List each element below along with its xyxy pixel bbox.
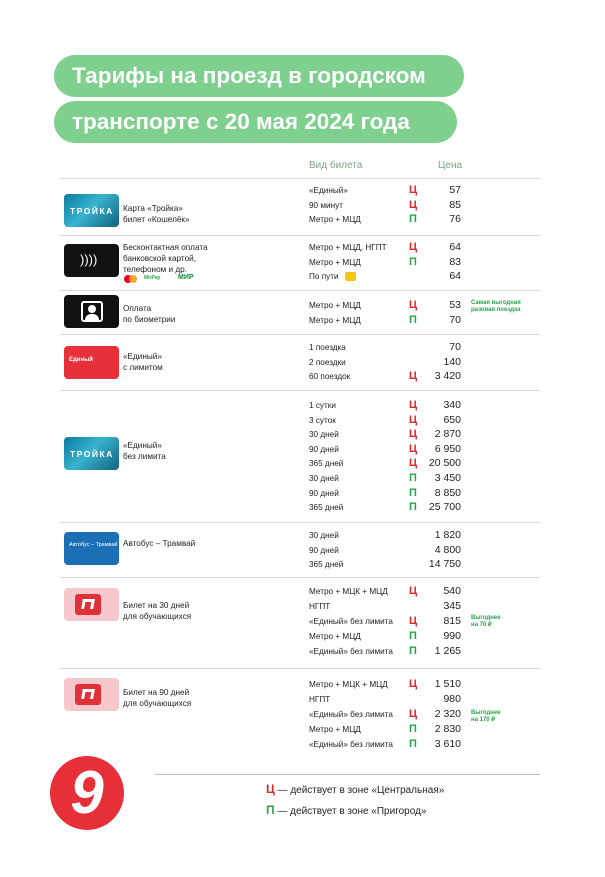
section-divider [60,522,540,523]
tariff-row [306,737,466,752]
ticket-type: «Единый» без лимита [309,647,393,656]
mir-logo: МИР [178,274,194,281]
tariff-row [306,398,466,413]
tariff-row [306,692,466,707]
tariff-row [306,413,466,428]
ticket-type: 30 дней [309,474,339,483]
price: 64 [449,241,461,253]
ticket-type: 2 поездки [309,357,346,367]
tariff-row [306,269,466,284]
zone-mark: П [409,723,417,735]
tariff-row [306,584,466,599]
price: 25 700 [428,501,461,514]
ticket-type: Метро + МЦД [309,215,361,225]
ticket-type: 1 сутки [309,401,336,410]
ticket-label: Бесконтактная оплата банковской картой, телефоном и др. [123,243,208,274]
price: 76 [449,213,461,226]
section-divider [60,178,540,179]
price: 3 420 [434,370,461,383]
zone-mark: П [409,255,417,268]
price: 340 [443,399,461,411]
ticket-type: 90 дней [309,488,339,498]
ticket-label: Оплата по биометрии [123,304,176,324]
bus-tram-card-icon: Автобус – Трамвай [64,532,119,565]
edinyi-card-icon: Единый [64,346,119,379]
price: 20 500 [428,457,461,470]
zone-mark: Ц [409,241,418,253]
ticket-type: Метро + МЦК + МЦД [309,587,388,596]
zone-mark: Ц [409,428,418,441]
price: 345 [443,600,461,612]
metro-logo-icon [64,678,119,711]
tariff-row [306,313,466,328]
ticket-type: «Единый» без лимита [309,617,393,626]
tariff-row [306,677,466,692]
mirpay-logo: MirPay [144,275,161,281]
ticket-type: 30 дней [309,531,339,540]
price: 1 820 [434,529,461,541]
ticket-type: «Единый» без лимита [309,740,393,749]
price: 650 [443,413,461,426]
tariff-row [306,442,466,457]
ticket-type: 90 дней [309,545,339,555]
benefit-note: Выгоднее на 70 ₽ [471,615,501,628]
price: 57 [449,184,461,196]
ticket-type: «Единый» без лимита [309,710,393,719]
price: 140 [443,355,461,368]
section-divider [60,334,540,335]
price: 14 750 [428,558,461,571]
price: 540 [443,585,461,597]
face-scan-icon [64,295,119,328]
tariff-row [306,500,466,515]
section-divider [60,290,540,291]
tariff-row [306,369,466,384]
price: 70 [449,313,461,326]
price: 1 265 [434,645,461,657]
zone-mark: Ц [409,370,418,383]
section-divider [60,390,540,391]
price: 2 830 [434,723,461,735]
header-price: Цена [438,160,463,171]
price: 3 610 [434,738,461,750]
section-divider [60,577,540,578]
price: 53 [449,299,461,311]
tariff-row [306,212,466,227]
zone-mark: П [409,501,417,514]
metro-logo-icon [64,588,119,621]
zone-mark: П [409,630,417,642]
tariff-row [306,557,466,572]
ticket-type: Метро + МЦК + МЦД [309,680,388,689]
title-line-2: транспорте с 20 мая 2024 года [54,101,457,143]
zone-mark: П [409,313,417,326]
zone-mark: П [409,645,417,657]
ticket-type: 60 поездок [309,372,351,382]
price: 70 [449,341,461,353]
taxi-icon [345,272,356,281]
price: 8 850 [434,486,461,499]
ticket-type: Метро + МЦД [309,315,361,325]
price: 1 510 [434,678,461,690]
tariff-row [306,427,466,442]
zone-mark: Ц [409,585,418,597]
ticket-type: НГПТ [309,695,331,704]
ticket-type: НГПТ [309,602,331,611]
price: 64 [449,270,461,283]
title-line-1: Тарифы на проезд в городском [54,55,464,97]
zone-mark: Ц [409,457,418,470]
contactless-icon: )))) [64,244,119,277]
price: 85 [449,198,461,211]
zone-mark: П [409,213,417,226]
zone-mark: П [409,738,417,750]
zone-mark: Ц [409,615,418,627]
price: 3 450 [434,472,461,484]
tariff-row [306,255,466,270]
price: 980 [443,693,461,705]
zone-mark: Ц [409,708,418,720]
tariff-row [306,456,466,471]
benefit-note: Самая выгодная разовая поездка [471,300,521,313]
tariff-row [306,355,466,370]
zone-mark: Ц [409,399,418,411]
price: 4 800 [434,543,461,556]
tariff-row [306,340,466,355]
benefit-note: Выгоднее на 170 ₽ [471,710,501,723]
tariff-row [306,471,466,486]
ticket-label: Билет на 30 дней для обучающихся [123,601,192,621]
tariff-row [306,599,466,614]
tariff-row [306,183,466,198]
price: 990 [443,630,461,642]
ticket-label: Карта «Тройка» билет «Кошелёк» [123,204,190,224]
troika-card-icon: ТРОЙКА [64,194,119,227]
legend-central: Ц — действует в зоне «Центральная» [266,782,445,796]
ticket-type: По пути [309,272,339,282]
ticket-type: 1 поездка [309,343,346,352]
zone-mark: Ц [409,413,418,426]
price: 815 [443,615,461,627]
ticket-label: Автобус – Трамвай [123,539,196,548]
troika-card-icon: ТРОЙКА [64,437,119,470]
ticket-type: 30 дней [309,430,339,440]
tariff-row [306,486,466,501]
ticket-type: 365 дней [309,560,344,570]
ticket-type: 90 дней [309,444,339,454]
ticket-type: 90 минут [309,200,343,210]
ticket-type: 3 суток [309,415,336,425]
ticket-label: «Единый» без лимита [123,441,166,461]
price: 83 [449,255,461,268]
tariff-row [306,528,466,543]
ticket-type: 365 дней [309,459,344,469]
ticket-type: «Единый» [309,186,348,195]
tariff-row [306,298,466,313]
legend-suburb: П — действует в зоне «Пригород» [266,803,427,817]
ticket-type: Метро + МЦД, НГПТ [309,243,387,252]
zone-mark: П [409,486,417,499]
ticket-type: Метро + МЦД [309,632,361,641]
tariff-row [306,543,466,558]
tariff-row [306,240,466,255]
tariff-row [306,614,466,629]
zone-mark: Ц [409,198,418,211]
section-divider [60,235,540,236]
section-divider [60,668,540,669]
tariff-row [306,722,466,737]
tariff-row [306,707,466,722]
moscow-transport-logo-icon: 9 [50,756,124,830]
ticket-type: Метро + МЦД [309,301,361,310]
ticket-type: 365 дней [309,503,344,513]
ticket-type: Метро + МЦД [309,725,361,734]
ticket-label: Билет на 90 дней для обучающихся [123,688,192,708]
ticket-type: Метро + МЦД [309,257,361,267]
zone-mark: Ц [409,442,418,455]
zone-mark: Ц [409,678,418,690]
legend-divider [155,774,540,775]
tariff-row [306,629,466,644]
zone-mark: Ц [409,299,418,311]
ticket-label: «Единый» с лимитом [123,352,163,372]
header-ticket-type: Вид билета [309,160,363,171]
price: 2 870 [434,428,461,441]
tariff-row [306,644,466,659]
mastercard-icon [124,275,138,283]
tariff-row [306,198,466,213]
price: 2 320 [434,708,461,720]
zone-mark: П [409,472,417,484]
zone-mark: Ц [409,184,418,196]
price: 6 950 [434,442,461,455]
